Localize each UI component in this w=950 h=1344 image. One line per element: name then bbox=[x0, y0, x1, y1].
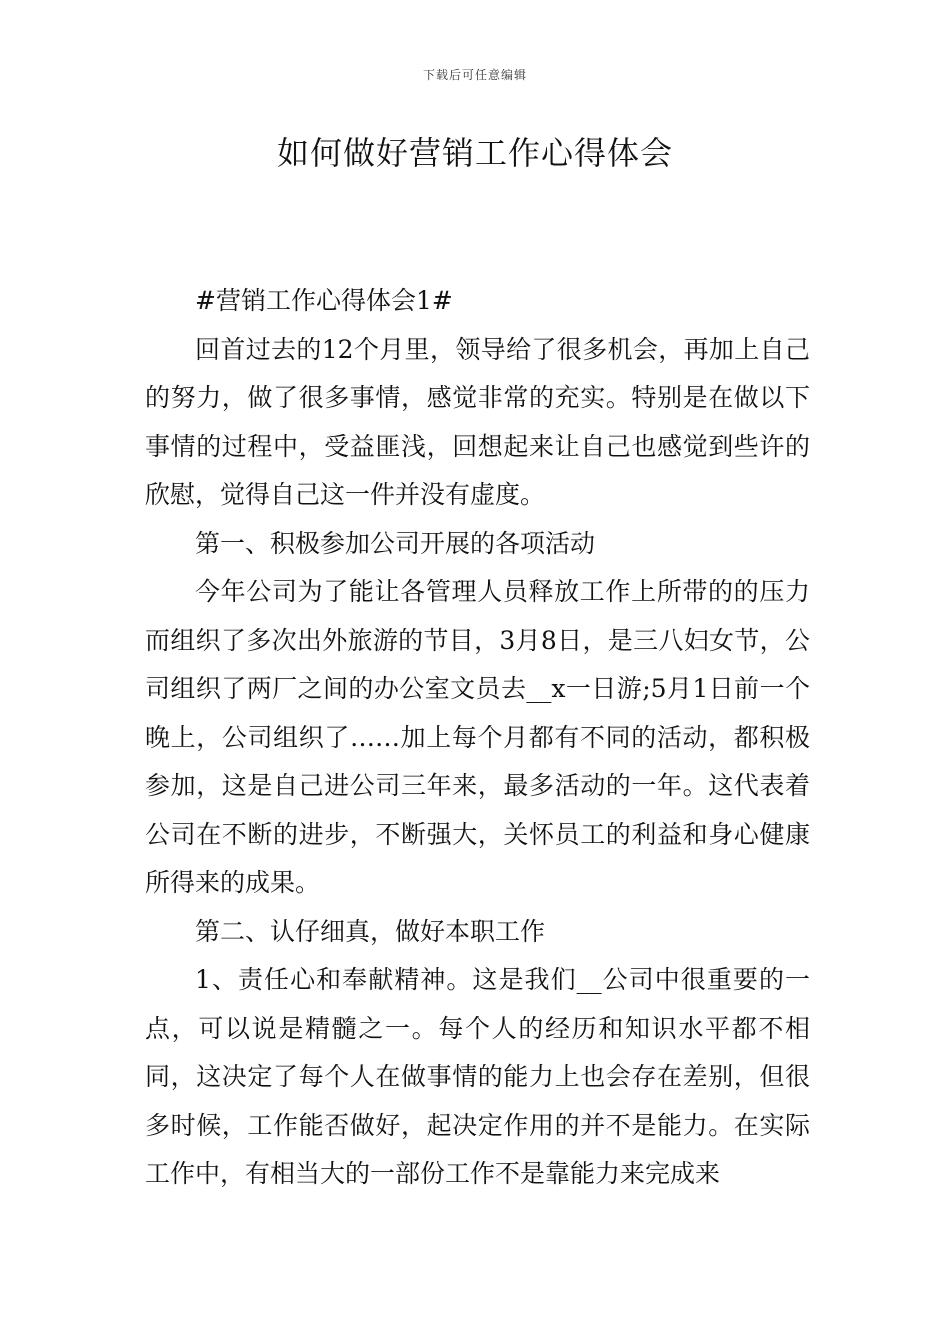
paragraph: 回首过去的12个月里，领导给了很多机会，再加上自己的努力，做了很多事情，感觉非常的充实。特别是在做以下事情的过程中，受益匪浅，回想起来让自己也感觉到些许的欣慰，觉得自己这一件并没有虚度。 bbox=[145, 334, 810, 509]
header-note: 下载后可任意编辑 bbox=[422, 68, 527, 82]
document-title: 如何做好营销工作心得体会 bbox=[276, 134, 673, 172]
paragraph: 今年公司为了能让各管理人员释放工作上所带的的压力而组织了多次出外旅游的节目，3月8日，是三八妇女节，公司组织了两厂之间的办公室文员去__x一日游;5月1日前一个晚上，公司组织了……加上每个月都有不同的活动，都积极参加，这是自己进公司三年来，最多活动的一年。这代表着公司在不断的进步，不断强大，关怀员工的利益和身心健康所得来的成果。 bbox=[145, 577, 810, 897]
section-heading: #营销工作心得体会1# bbox=[195, 286, 453, 315]
section-heading: 第一、积极参加公司开展的各项活动 bbox=[195, 528, 596, 558]
document-body bbox=[145, 277, 810, 1199]
section-heading: 第二、认仔细真，做好本职工作 bbox=[195, 916, 546, 946]
paragraph: 1、责任心和奉献精神。这是我们__公司中很重要的一点，可以说是精髓之一。每个人的经历和知识水平都不相同，这决定了每个人在做事情的能力上也会存在差别，但很多时候，工作能否做好，起决定作用的并不是能力。在实际工作中，有相当大的一部份工作不是靠能力来完成来 bbox=[145, 965, 810, 1188]
